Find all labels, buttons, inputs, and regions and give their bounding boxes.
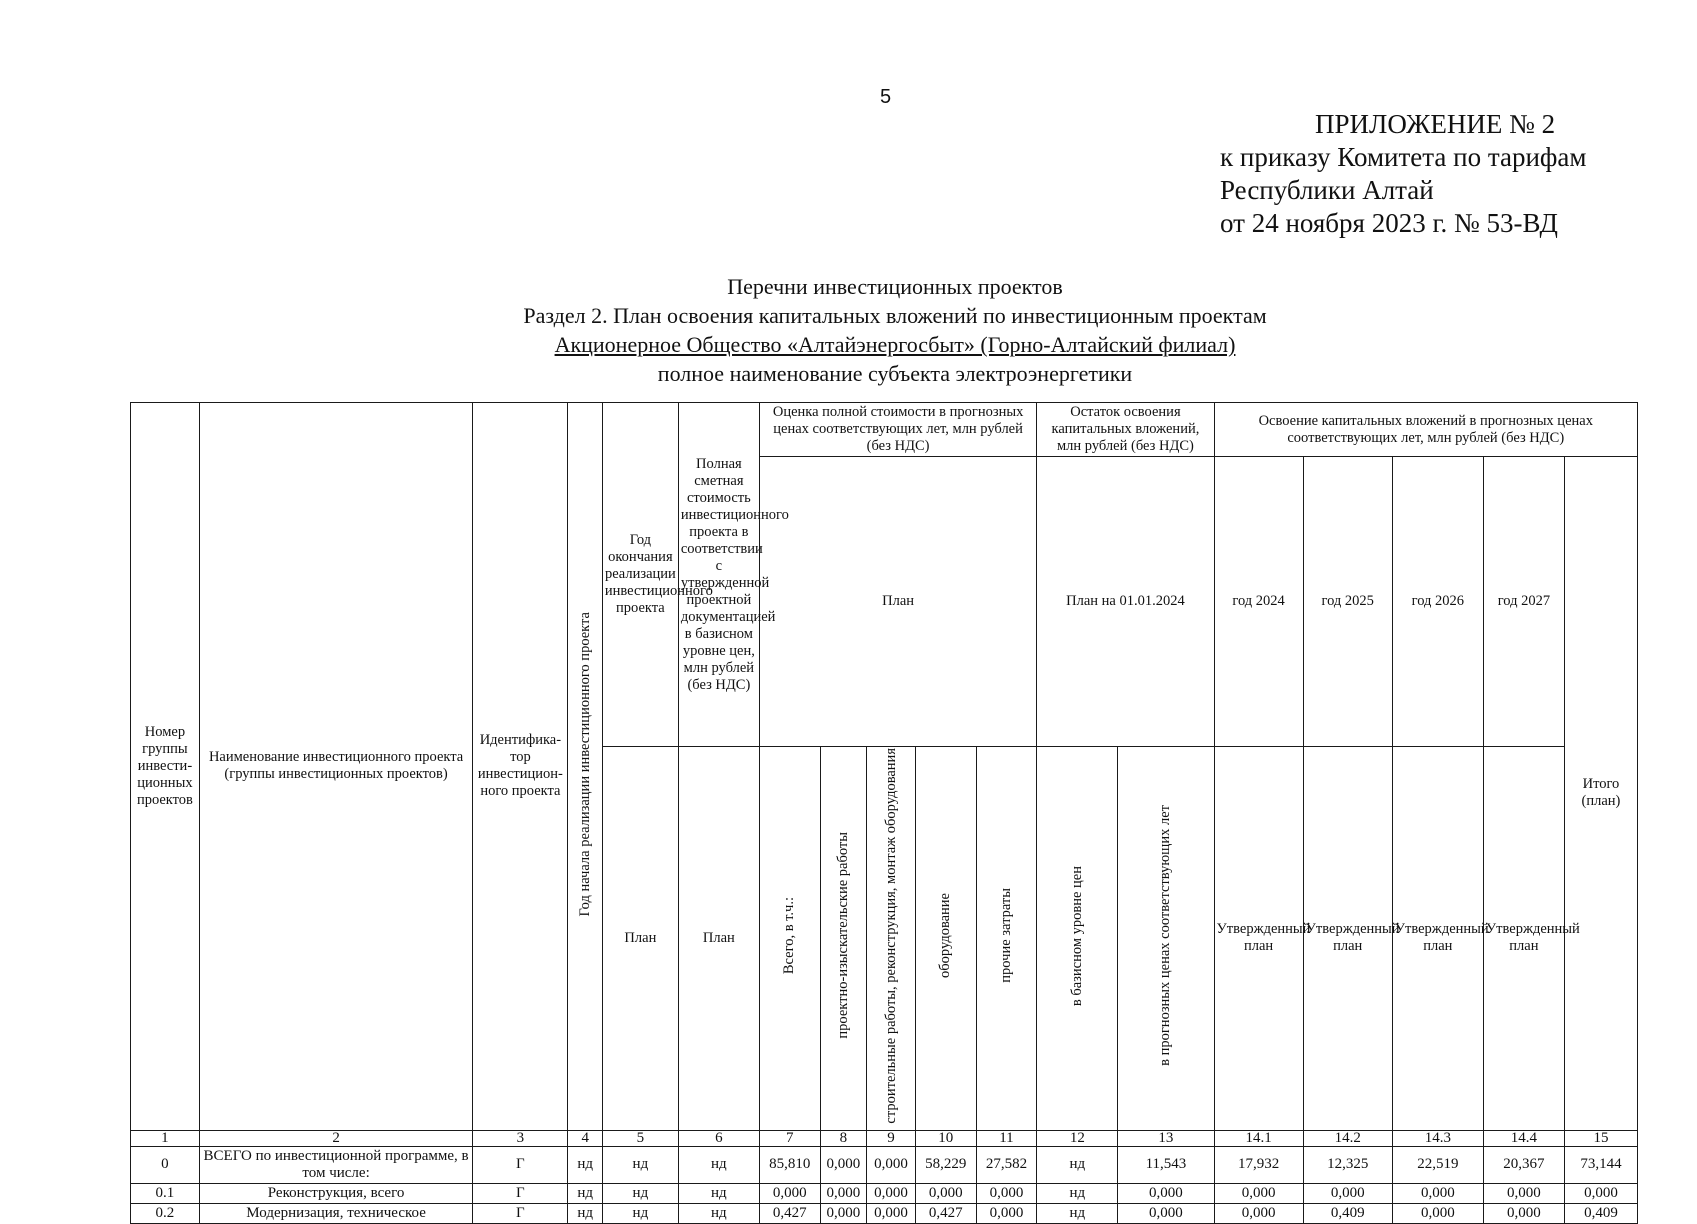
cell: 0,409 <box>1303 1203 1392 1223</box>
col-num: 6 <box>678 1130 759 1146</box>
header-base-level-text: в базисном уровне цен <box>1068 865 1085 1006</box>
page-number: 5 <box>880 86 892 108</box>
header-approved-2024: Утвержденный план <box>1214 747 1303 1131</box>
cell: нд <box>1037 1183 1118 1203</box>
header-year-2024: год 2024 <box>1214 457 1303 747</box>
cell: 11,543 <box>1118 1146 1214 1183</box>
investment-plan-table <box>130 402 1638 1224</box>
col-num: 14.4 <box>1483 1130 1564 1146</box>
cell: 20,367 <box>1483 1146 1564 1183</box>
heading-line-2: Раздел 2. План освоения капитальных вложений по инвестиционным проектам <box>523 303 1267 328</box>
col-num: 14.3 <box>1392 1130 1483 1146</box>
cell: 0,000 <box>915 1183 976 1203</box>
cell: Г <box>473 1183 568 1203</box>
col-num: 13 <box>1118 1130 1214 1146</box>
cell: 0,000 <box>1392 1203 1483 1223</box>
header-year-2025: год 2025 <box>1303 457 1392 747</box>
cell: 0,427 <box>915 1203 976 1223</box>
cell: 0,000 <box>820 1146 867 1183</box>
header-development: Освоение капитальных вложений в прогнозных ценах соответствующих лет, млн рублей (без НДС) <box>1214 403 1637 457</box>
cell: 0,000 <box>976 1183 1037 1203</box>
cell: нд <box>678 1203 759 1223</box>
cell: 0 <box>131 1146 200 1183</box>
cell: 0,000 <box>759 1183 820 1203</box>
cell: 17,932 <box>1214 1146 1303 1183</box>
company-name: Акционерное Общество «Алтайэнергосбыт» (Горно-Алтайский филиал) <box>554 332 1236 357</box>
cell: 0,000 <box>820 1203 867 1223</box>
column-number-row <box>131 1130 1638 1146</box>
document-heading <box>400 272 1390 388</box>
table-row <box>131 1146 1638 1183</box>
appendix-line-3: от 24 ноября 2023 г. № 53-ВД <box>1220 208 1558 238</box>
cell: 0,409 <box>1564 1203 1637 1223</box>
header-forecast-prices <box>1118 747 1214 1131</box>
cell: 12,325 <box>1303 1146 1392 1183</box>
col-num: 14.2 <box>1303 1130 1392 1146</box>
header-forecast-prices-text: в прогнозных ценах соответствующих лет <box>1157 805 1174 1067</box>
header-survey-text: проектно-изыскательские работы <box>834 832 851 1040</box>
cell: 85,810 <box>759 1146 820 1183</box>
header-approved-2027: Утвержденный план <box>1483 747 1564 1131</box>
cell: 0,000 <box>1564 1183 1637 1203</box>
cell: нд <box>602 1183 678 1203</box>
cell: 0,000 <box>1303 1183 1392 1203</box>
cell: нд <box>1037 1203 1118 1223</box>
col-num: 5 <box>602 1130 678 1146</box>
col-num: 8 <box>820 1130 867 1146</box>
cell: нд <box>568 1146 602 1183</box>
header-construction-text: строительные работы, реконструкция, монтаж оборудования <box>882 748 899 1124</box>
header-full-cost: Полная сметная стоимость инвестиционного проекта в соответствии с утвержденной проектной документацией в базисном уровне цен, млн рублей (без НДС) <box>678 403 759 747</box>
header-project-name: Наименование инвестиционного проекта (группы инвестиционных проектов) <box>199 403 472 1131</box>
appendix-block <box>1220 108 1670 240</box>
col-num: 3 <box>473 1130 568 1146</box>
cell: 0,000 <box>976 1203 1037 1223</box>
cell: нд <box>568 1183 602 1203</box>
header-end-year: Год окончания реализации инвестиционного проекта <box>602 403 678 747</box>
header-equipment <box>915 747 976 1131</box>
header-total-incl <box>759 747 820 1131</box>
cell: 0,000 <box>1483 1183 1564 1203</box>
col-num: 12 <box>1037 1130 1118 1146</box>
header-full-cost-plan: План <box>678 747 759 1131</box>
header-other <box>976 747 1037 1131</box>
header-remaining: Остаток освоения капитальных вложений, млн рублей (без НДС) <box>1037 403 1214 457</box>
header-construction <box>867 747 916 1131</box>
header-year-2026: год 2026 <box>1392 457 1483 747</box>
cell: нд <box>568 1203 602 1223</box>
col-num: 11 <box>976 1130 1037 1146</box>
col-num: 9 <box>867 1130 916 1146</box>
header-estimate: Оценка полной стоимости в прогнозных ценах соответствующих лет, млн рублей (без НДС) <box>759 403 1036 457</box>
cell: 73,144 <box>1564 1146 1637 1183</box>
cell: 0,000 <box>867 1183 916 1203</box>
cell: 0.2 <box>131 1203 200 1223</box>
col-num: 14.1 <box>1214 1130 1303 1146</box>
appendix-line-2: Республики Алтай <box>1220 175 1434 205</box>
cell: Реконструкция, всего <box>199 1183 472 1203</box>
table-row <box>131 1203 1638 1223</box>
header-approved-2026: Утвержденный план <box>1392 747 1483 1131</box>
header-start-year <box>568 403 602 1131</box>
cell: 22,519 <box>1392 1146 1483 1183</box>
cell: 0,000 <box>1214 1183 1303 1203</box>
cell: нд <box>602 1203 678 1223</box>
header-estimate-plan: План <box>759 457 1036 747</box>
cell: 27,582 <box>976 1146 1037 1183</box>
cell: ВСЕГО по инвестиционной программе, в том числе: <box>199 1146 472 1183</box>
header-group-number: Номер группы инвести-ционных проектов <box>131 403 200 1131</box>
cell: Модернизация, техническое <box>199 1203 472 1223</box>
header-survey <box>820 747 867 1131</box>
cell: 0,000 <box>1118 1203 1214 1223</box>
header-total-incl-text: Всего, в т.ч.: <box>781 897 798 975</box>
cell: 58,229 <box>915 1146 976 1183</box>
col-num: 4 <box>568 1130 602 1146</box>
cell: нд <box>678 1183 759 1203</box>
header-year-2027: год 2027 <box>1483 457 1564 747</box>
cell: 0,000 <box>1214 1203 1303 1223</box>
cell: 0,000 <box>867 1146 916 1183</box>
company-caption: полное наименование субъекта электроэнергетики <box>657 361 1133 386</box>
col-num: 2 <box>199 1130 472 1146</box>
cell: 0,000 <box>867 1203 916 1223</box>
cell: нд <box>1037 1146 1118 1183</box>
col-num: 10 <box>915 1130 976 1146</box>
cell: 0,427 <box>759 1203 820 1223</box>
cell: нд <box>602 1146 678 1183</box>
table-row <box>131 1183 1638 1203</box>
col-num: 15 <box>1564 1130 1637 1146</box>
appendix-line-1: к приказу Комитета по тарифам <box>1220 142 1587 172</box>
heading-line-1: Перечни инвестиционных проектов <box>727 274 1063 299</box>
header-start-year-text: Год начала реализации инвестиционного проекта <box>576 611 593 917</box>
cell: нд <box>678 1146 759 1183</box>
header-base-level <box>1037 747 1118 1131</box>
cell: 0.1 <box>131 1183 200 1203</box>
cell: 0,000 <box>1392 1183 1483 1203</box>
col-num: 1 <box>131 1130 200 1146</box>
header-end-year-plan: План <box>602 747 678 1131</box>
header-approved-2025: Утвержденный план <box>1303 747 1392 1131</box>
cell: 0,000 <box>820 1183 867 1203</box>
header-equipment-text: оборудование <box>937 893 954 979</box>
header-identifier: Идентифика-тор инвестицион-ного проекта <box>473 403 568 1131</box>
header-remaining-plan: План на 01.01.2024 <box>1037 457 1214 747</box>
cell: Г <box>473 1146 568 1183</box>
col-num: 7 <box>759 1130 820 1146</box>
cell: Г <box>473 1203 568 1223</box>
cell: 0,000 <box>1118 1183 1214 1203</box>
appendix-title: ПРИЛОЖЕНИЕ № 2 <box>1315 109 1556 139</box>
header-total: Итого (план) <box>1564 457 1637 1131</box>
header-other-text: прочие затраты <box>997 888 1014 984</box>
cell: 0,000 <box>1483 1203 1564 1223</box>
